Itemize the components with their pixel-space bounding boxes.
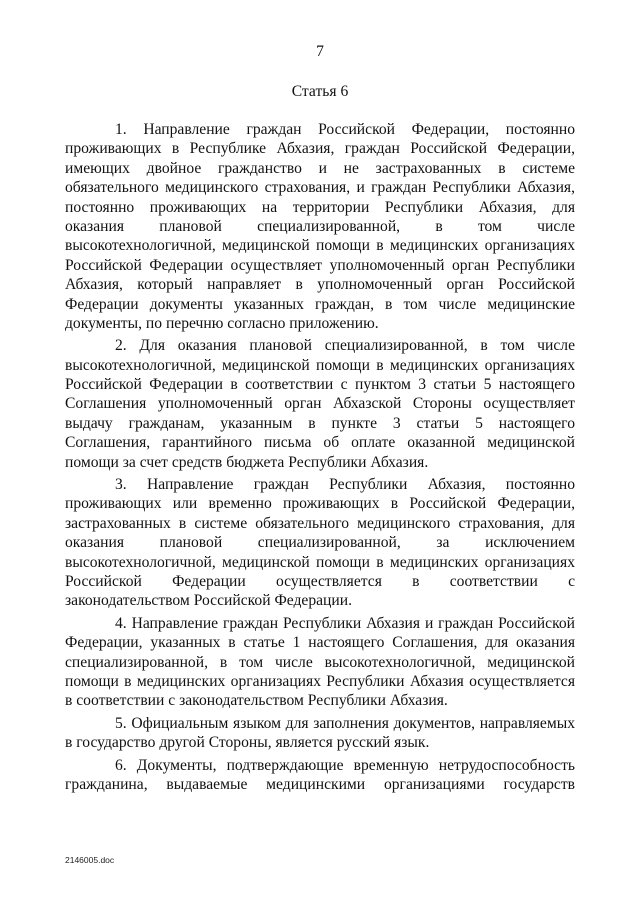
text-line: Федерации, указанных в статье 1 настоящего Соглашения, для оказания (65, 634, 575, 652)
paragraph-2 (65, 336, 575, 472)
text-line: обязательного медицинского страхования, и граждан Республики Абхазия, (65, 179, 575, 197)
text-line: 5. Официальным языком для заполнения документов, направляемых (115, 714, 575, 732)
text-line: гражданина, выдаваемые медицинскими организациями государств (65, 775, 575, 793)
text-line: застрахованных в системе обязательного медицинского страхования, для (65, 514, 575, 532)
paragraph-4 (65, 614, 575, 711)
paragraph-3 (65, 475, 575, 611)
paragraph-5 (65, 714, 575, 753)
article-body (65, 120, 575, 794)
text-line: Российской Федерации осуществляет уполномоченный орган Республики (65, 256, 575, 274)
text-line: помощи за счет средств бюджета Республики Абхазия. (65, 453, 429, 471)
text-line: высокотехнологичной, медицинской помощи в медицинских организациях (65, 237, 575, 255)
paragraph-1 (65, 120, 575, 333)
page-number: 7 (316, 43, 324, 60)
text-line: Соглашения, гарантийного письма об оплате оказанной медицинской (65, 434, 575, 452)
text-line: специализированной, в том числе высокотехнологичной, медицинской (65, 653, 575, 671)
text-line: Российской Федерации в соответствии с пунктом 3 статьи 5 настоящего (65, 376, 575, 394)
article-title: Статья 6 (291, 83, 349, 100)
text-line: выдачу гражданам, указанным в пункте 3 статьи 5 настоящего (65, 414, 575, 432)
text-line: 3. Направление граждан Республики Абхазия, постоянно (115, 476, 575, 494)
text-line: проживающих в Республике Абхазия, граждан Российской Федерации, (65, 140, 575, 158)
text-line: высокотехнологичной, медицинской помощи в медицинских организациях (65, 553, 575, 571)
text-line: в соответствии с законодательством Республики Абхазия. (65, 692, 448, 710)
text-line: оказания плановой специализированной, за исключением (65, 534, 575, 552)
text-line: законодательством Российской Федерации. (65, 592, 352, 610)
text-line: Соглашения уполномоченный орган Абхазской Стороны осуществляет (65, 395, 575, 413)
paragraph-6 (65, 756, 575, 795)
text-line: в государство другой Стороны, является русский язык. (65, 734, 430, 752)
text-line: постоянно проживающих на территории Республики Абхазия, для (65, 198, 575, 216)
text-line: 4. Направление граждан Республики Абхазия и граждан Российской (115, 614, 575, 632)
text-line: Абхазия, который направляет в уполномоченный орган Российской (65, 276, 575, 294)
text-line: помощи в медицинских организациях Республики Абхазия осуществляется (65, 672, 575, 690)
footer-filename: 2146005.doc (65, 855, 115, 865)
text-line: 6. Документы, подтверждающие временную нетрудоспособность (115, 756, 575, 774)
text-line: Федерации документы указанных граждан, в том числе медицинские (65, 295, 575, 313)
text-line: Российской Федерации осуществляется в соответствии с (65, 572, 575, 590)
text-line: документы, по перечню согласно приложению. (65, 314, 379, 332)
text-line: проживающих или временно проживающих в Российской Федерации, (65, 495, 575, 513)
text-line: высокотехнологичной, медицинской помощи в медицинских организациях (65, 356, 575, 374)
text-line: 1. Направление граждан Российской Федерации, постоянно (115, 121, 575, 138)
text-line: 2. Для оказания плановой специализированной, в том числе (115, 337, 575, 355)
text-line: имеющих двойное гражданство и не застрахованных в системе (65, 159, 575, 177)
text-line: оказания плановой специализированной, в том числе (65, 217, 575, 235)
